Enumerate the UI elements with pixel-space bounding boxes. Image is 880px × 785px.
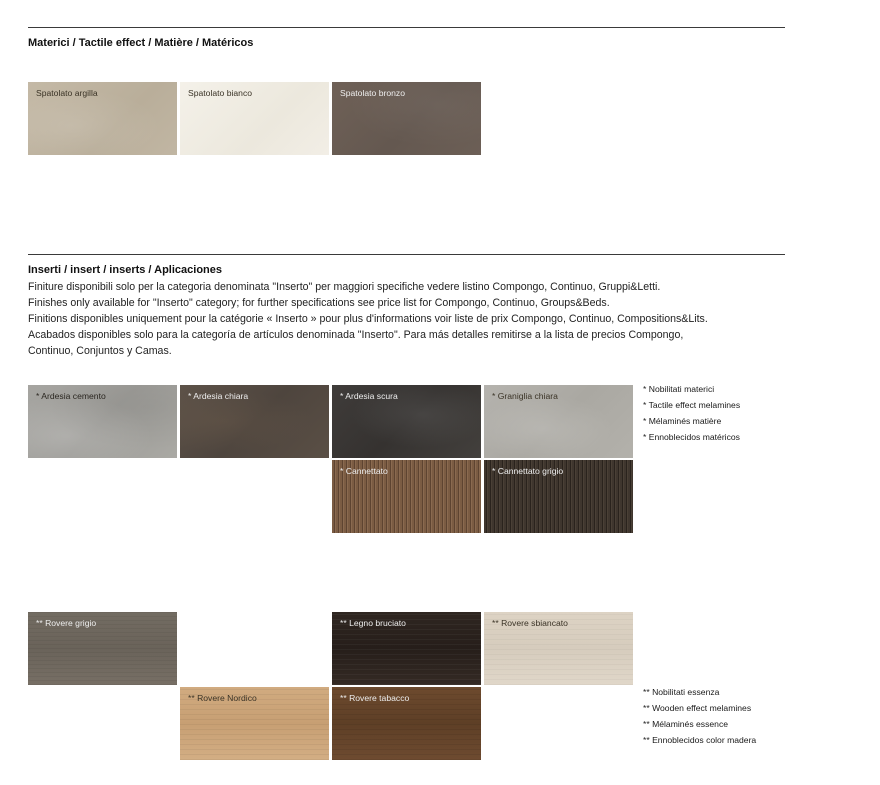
swatch-label: * Cannettato grigio <box>492 466 564 476</box>
description-line: Acabados disponibles solo para la categoría de artículos denominada "Inserto". Para más detalles remitirse a la lista de precios Compongo, <box>28 329 684 341</box>
group1-notes <box>643 381 740 445</box>
swatch-label: * Ardesia chiara <box>188 391 249 401</box>
materici-title: Materici / Tactile effect / Matière / Matéricos <box>28 37 254 49</box>
description-line: Finishes only available for "Inserto" category; for further specifications see price list for Compongo, Continuo, Groups&Beds. <box>28 297 610 309</box>
note-line: ** Ennoblecidos color madera <box>643 735 757 745</box>
note-line: ** Mélaminés essence <box>643 719 729 729</box>
swatch-rovere-tabacco <box>332 687 481 760</box>
swatch-label: Spatolato bronzo <box>340 88 405 98</box>
swatch-rovere-nordico <box>180 687 329 760</box>
swatch-label: ** Rovere tabacco <box>340 693 410 703</box>
top-divider <box>28 27 785 28</box>
swatch-label: Spatolato argilla <box>36 88 98 98</box>
swatch-label: * Cannettato <box>340 466 388 476</box>
note-line: ** Nobilitati essenza <box>643 687 720 697</box>
description-line: Finiture disponibili solo per la categoria denominata "Inserto" per maggiori specifiche vedere listino Compongo, Continuo, Gruppi&Letti. <box>28 281 661 293</box>
inserti-title: Inserti / insert / inserts / Aplicaciones <box>28 264 222 276</box>
swatch-label: Spatolato bianco <box>188 88 253 98</box>
swatch-ardesia-cemento <box>28 385 177 458</box>
swatch-legno-bruciato <box>332 612 481 685</box>
middle-divider <box>28 254 785 255</box>
swatch-spatolato-bianco <box>180 82 329 155</box>
swatch-rovere-sbiancato <box>484 612 633 685</box>
inserti-description <box>28 279 798 359</box>
note-line: * Ennoblecidos matéricos <box>643 432 740 442</box>
swatch-label: ** Rovere Nordico <box>188 693 257 703</box>
swatch-label: * Graniglia chiara <box>492 391 558 401</box>
swatch-spatolato-argilla <box>28 82 177 155</box>
swatch-rovere-grigio <box>28 612 177 685</box>
swatch-label: ** Legno bruciato <box>340 618 406 628</box>
swatch-ardesia-scura <box>332 385 481 458</box>
description-line: Finitions disponibles uniquement pour la catégorie « Inserto » pour plus d'informations voir liste de prix Compongo, Continuo, Compositions&Lits. <box>28 313 708 325</box>
note-line: * Mélaminés matière <box>643 416 722 426</box>
swatch-label: * Ardesia cemento <box>36 391 106 401</box>
group2-notes <box>643 684 756 748</box>
note-line: * Nobilitati materici <box>643 384 715 394</box>
note-line: ** Wooden effect melamines <box>643 703 752 713</box>
swatch-cannettato <box>332 460 481 533</box>
description-line: Continuo, Conjuntos y Camas. <box>28 345 172 357</box>
swatch-ardesia-chiara <box>180 385 329 458</box>
swatch-label: * Ardesia scura <box>340 391 398 401</box>
swatch-label: ** Rovere sbiancato <box>492 618 568 628</box>
swatch-label: ** Rovere grigio <box>36 618 97 628</box>
swatch-graniglia-chiara <box>484 385 633 458</box>
swatch-cannettato-grigio <box>484 460 633 533</box>
note-line: * Tactile effect melamines <box>643 400 741 410</box>
swatch-spatolato-bronzo <box>332 82 481 155</box>
